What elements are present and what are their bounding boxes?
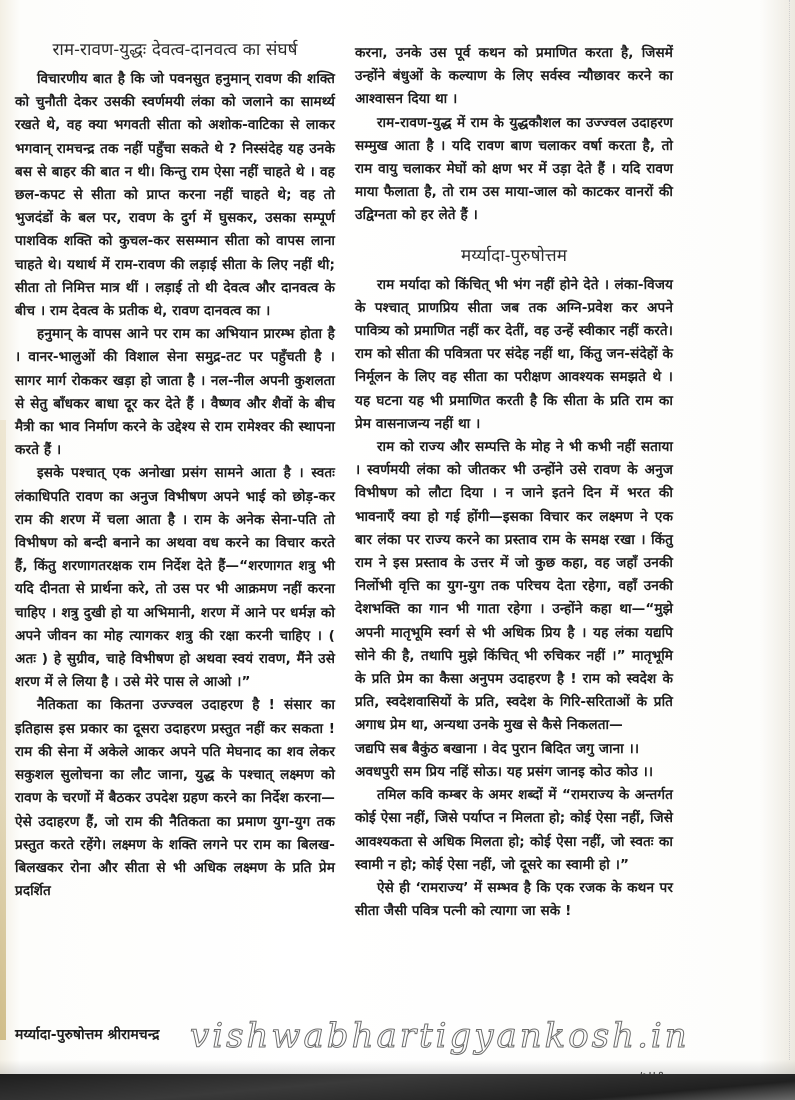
- paragraph: इसके पश्चात् एक अनोखा प्रसंग सामने आता है । स्वतः लंकाधिपति रावण का अनुज विभीषण अपने भाई को छोड़-कर राम की शरण में चला आता है । राम के अनेक सेना-पति तो विभीषण को बन्दी बनाने का अथवा वध करने का विचार करते हैं, किंतु शरणागतरक्षक राम निर्देश देते हैं—“शरणागत शत्रु भी यदि दीनता से प्रार्थना करे, तो उस पर भी आक्रमण नहीं करना चाहिए । शत्रु दुखी हो या अभिमानी, शरण में आने पर धर्मज्ञ को अपने जीवन का मोह त्यागकर शत्रु की रक्षा करनी चाहिए । ( अतः ) हे सुग्रीव, चाहे विभीषण हो अथवा स्वयं रावण, मैंने उसे शरण में ले लिया है । उसे मेरे पास ले आओ ।”: [15, 465, 335, 691]
- paragraph: तमिल कवि कम्बर के अमर शब्दों में “रामराज्य के अन्तर्गत कोई ऐसा नहीं, जिसे पर्याप्त न मिलता हो; कोई ऐसा नहीं, जिसे आवश्यकता से अधिक मिलता हो; कोई ऐसा नहीं, जो स्वतः का स्वामी न हो; कोई ऐसा नहीं, जो दूसरे का स्वामी हो ।”: [355, 787, 673, 873]
- paragraph: विचारणीय बात है कि जो पवनसुत हनुमान् रावण की शक्ति को चुनौती देकर उसकी स्वर्णमयी लंका को जलाने का सामर्थ्य रखते थे, वह क्या भगवती सीता को अशोक-वाटिका से लाकर भगवान् रामचन्द्र तक नहीं पहुँचा सकते थे ? निस्संदेह यह उनके बस से बाहर की बात न थी। किन्तु राम ऐसा नहीं चाहते थे । वह छल-कपट से सीता को प्राप्त करना नहीं चाहते थे; वह तो भुजदंडों के बल पर, रावण के दुर्ग में घुसकर, उसका सम्पूर्ण पाशविक शक्ति को कुचल-कर ससम्मान सीता को वापस लाना चाहते थे। यथार्थ में राम-रावण की लड़ाई सीता के लिए नहीं थी; सीता तो निमित्त मात्र थीं । लड़ाई तो थी देवत्व और दानवत्व के बीच । राम देवत्व के प्रतीक थे, रावण दानवत्व का ।: [15, 71, 335, 320]
- page-gutter-line: [789, 0, 791, 1060]
- paragraph: नैतिकता का कितना उज्ज्वल उदाहरण है ! संसार का इतिहास इस प्रकार का दूसरा उदाहरण प्रस्तुत नहीं कर सकता ! राम की सेना में अकेले आकर अपने पति मेघनाद का शव लेकर सकुशल सुलोचना का लौट जाना, युद्ध के पश्चात् लक्ष्मण को रावण के चरणों में बैठकर उपदेश ग्रहण करने का निर्देश करना—ऐसे उदाहरण हैं, जो राम की नैतिकता का प्रमाण युग-युग तक प्रस्तुत करते रहेंगे। लक्ष्मण के शक्ति लगने पर राम का बिलख-बिलखकर रोना और सीता से भी अधिक लक्ष्मण के प्रति प्रेम प्रदर्शित: [15, 697, 335, 900]
- page-edge-shadow: [0, 420, 6, 1040]
- paragraph: राम-रावण-युद्ध में राम के युद्धकौशल का उज्ज्वल उदाहरण सम्मुख आता है । यदि रावण बाण चलाकर वर्षा करता है, तो राम वायु चलाकर मेघों को क्षण भर में उड़ा देते हैं । यदि रावण माया फैलाता है, तो राम उस माया-जाल को काटकर वानरों की उद्विग्नता को हर लेते हैं ।: [355, 114, 673, 224]
- watermark: vishwabhartigyankosh.in: [190, 1016, 690, 1056]
- right-column: [355, 42, 673, 923]
- paragraph-continuation: करना, उनके उस पूर्व कथन को प्रमाणित करता है, जिसमें उन्होंने बंधुओं के कल्याण के लिए सर्वस्व न्यौछावर करने का आश्वासन दिया था ।: [355, 45, 673, 108]
- paragraph: राम को राज्य और सम्पत्ति के मोह ने भी कभी नहीं सताया । स्वर्णमयी लंका को जीतकर भी उन्होंने उसे रावण के अनुज विभीषण को लौटा दिया । न जाने इतने दिन में भरत की भावनाएँ क्या हो गई होंगी—इसका विचार कर लक्ष्मण ने एक बार लंका पर राज्य करने का प्रस्ताव राम के समक्ष रखा । किंतु राम ने इस प्रस्ताव के उत्तर में जो कुछ कहा, वह जहाँ उनकी निर्लोभी वृत्ति का युग-युग तक परिचय देता रहेगा, वहाँ उनकी देशभक्ति का गान भी गाता रहेगा । उन्होंने कहा था—“मुझे अपनी मातृभूमि स्वर्ग से भी अधिक प्रिय है । यह लंका यद्यपि सोने की है, तथापि मुझे किंचित् भी रुचिकर नहीं ।” मातृभूमि के प्रति प्रेम का कैसा अनुपम उदाहरण है ! राम को स्वदेश के प्रति, स्वदेशवासियों के प्रति, स्वदेश के गिरि-सरिताओं के प्रति अगाध प्रेम था, अन्यथा उनके मुख से कैसे निकलता—: [355, 439, 673, 734]
- verse-line: जद्यपि सब बैकुंठ बखाना । वेद पुरान बिदित जगु जाना ।।: [355, 740, 640, 757]
- section-heading-ram-ravan-yuddh: राम-रावण-युद्धः देवत्व-दानवत्व का संघर्ष: [52, 40, 298, 60]
- section-heading-maryada-purushottam: मर्य्यादा-पुरुषोत्तम: [460, 245, 568, 266]
- book-binding-edge: [0, 1074, 795, 1100]
- paragraph: हनुमान् के वापस आने पर राम का अभियान प्रारम्भ होता है । वानर-भालुओं की विशाल सेना समुद्र-तट पर पहुँचती है । सागर मार्ग रोककर खड़ा हो जाता है । नल-नील अपनी कुशलता से सेतु बाँधकर बाधा दूर कर देते हैं । वैष्णव और शैवों के बीच मैत्री का भाव निर्माण करने के उद्देश्य से राम रामेश्वर की स्थापना करते हैं ।: [15, 326, 335, 459]
- running-footer: मर्य्यादा-पुरुषोत्तम श्रीरामचन्द्र: [15, 1027, 160, 1043]
- paragraph: ऐसे ही ‘रामराज्य’ में सम्भव है कि एक रजक के कथन पर सीता जैसी पवित्र पत्नी को त्यागा जा सके !: [355, 879, 673, 920]
- paragraph: राम मर्यादा को किंचित् भी भंग नहीं होने देते । लंका-विजय के पश्चात् प्राणप्रिय सीता जब तक अग्नि-प्रवेश कर अपने पावित्र्य को प्रमाणित नहीं कर देतीं, वह उन्हें स्वीकार नहीं करते। राम को सीता की पवित्रता पर संदेह नहीं था, किंतु जन-संदेहों के निर्मूलन के लिए वह सीता का परीक्षण आवश्यक समझते थे । यह घटना यह भी प्रमाणित करती है कि सीता के प्रति राम का प्रेम वासनाजन्य नहीं था ।: [355, 276, 673, 432]
- verse-line: अवधपुरी सम प्रिय नहिं सोऊ। यह प्रसंग जानइ कोउ कोउ ।।: [355, 763, 654, 780]
- left-column: [15, 36, 335, 903]
